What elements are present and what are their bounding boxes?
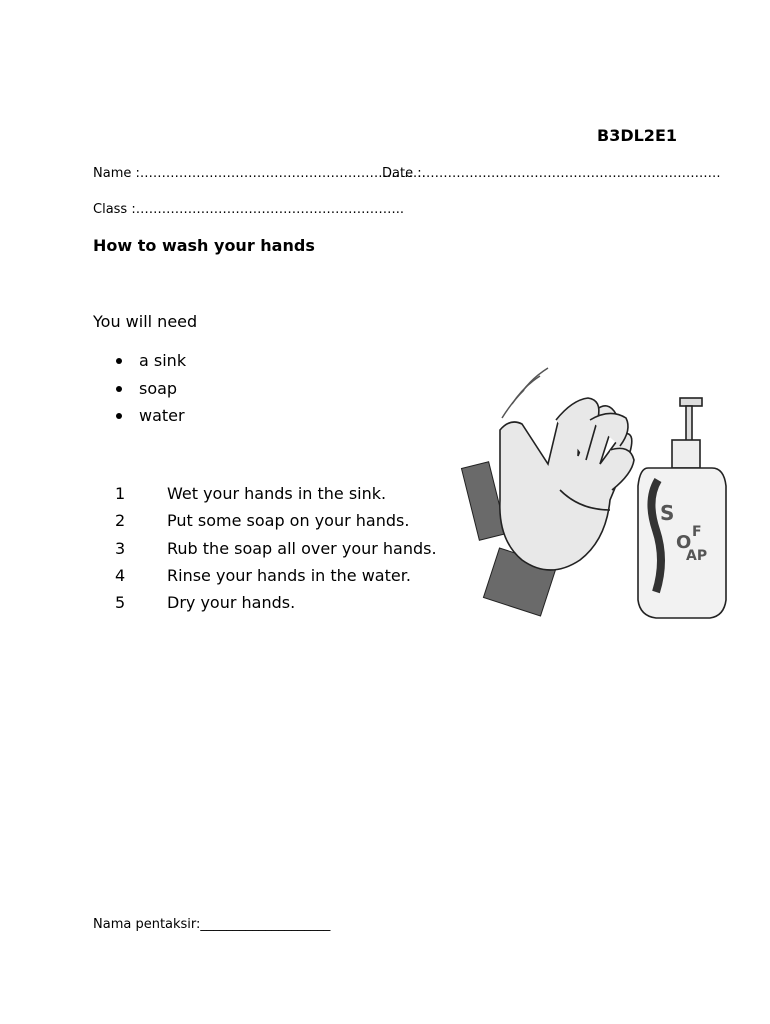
bullet-icon (116, 413, 122, 419)
step-text: Rinse your hands in the water. (167, 565, 411, 585)
worksheet-title: How to wash your hands (93, 236, 315, 255)
step-number: 3 (115, 538, 126, 558)
bullet-icon (116, 358, 122, 364)
name-field[interactable]: Name :………………………………………………………… (93, 166, 426, 181)
material-item: soap (93, 378, 186, 406)
materials-heading: You will need (93, 312, 198, 331)
bottle-letters-ap: AP (686, 548, 708, 564)
class-field[interactable]: Class :…………………………………………………….. (93, 202, 404, 217)
step-number: 5 (115, 593, 126, 613)
materials-list (93, 350, 186, 433)
step-text: Wet your hands in the sink. (167, 484, 387, 503)
worksheet-code: B3DL2E1 (597, 126, 677, 145)
step-number: 4 (115, 565, 126, 585)
step-number: 1 (115, 484, 126, 503)
material-item: water (93, 405, 186, 433)
step-text: Rub the soap all over your hands. (167, 538, 437, 558)
step-text: Dry your hands. (167, 593, 296, 613)
bottle-letter-s: S (660, 501, 675, 525)
bottle-letter-f: F (692, 524, 702, 540)
hands-icon (500, 398, 634, 570)
step-text: Put some soap on your hands. (167, 511, 410, 531)
step-number: 2 (115, 511, 126, 531)
bullet-icon (116, 386, 122, 392)
material-item: a sink (93, 350, 186, 378)
soap-bottle-icon (638, 398, 726, 618)
date-field[interactable]: Date :…………………………………………………………… (382, 166, 721, 181)
assessor-field[interactable]: Nama pentaksir:____________________ (93, 917, 331, 932)
hands-washing-illustration (460, 360, 730, 630)
bottle-letter-o: O (676, 532, 692, 553)
